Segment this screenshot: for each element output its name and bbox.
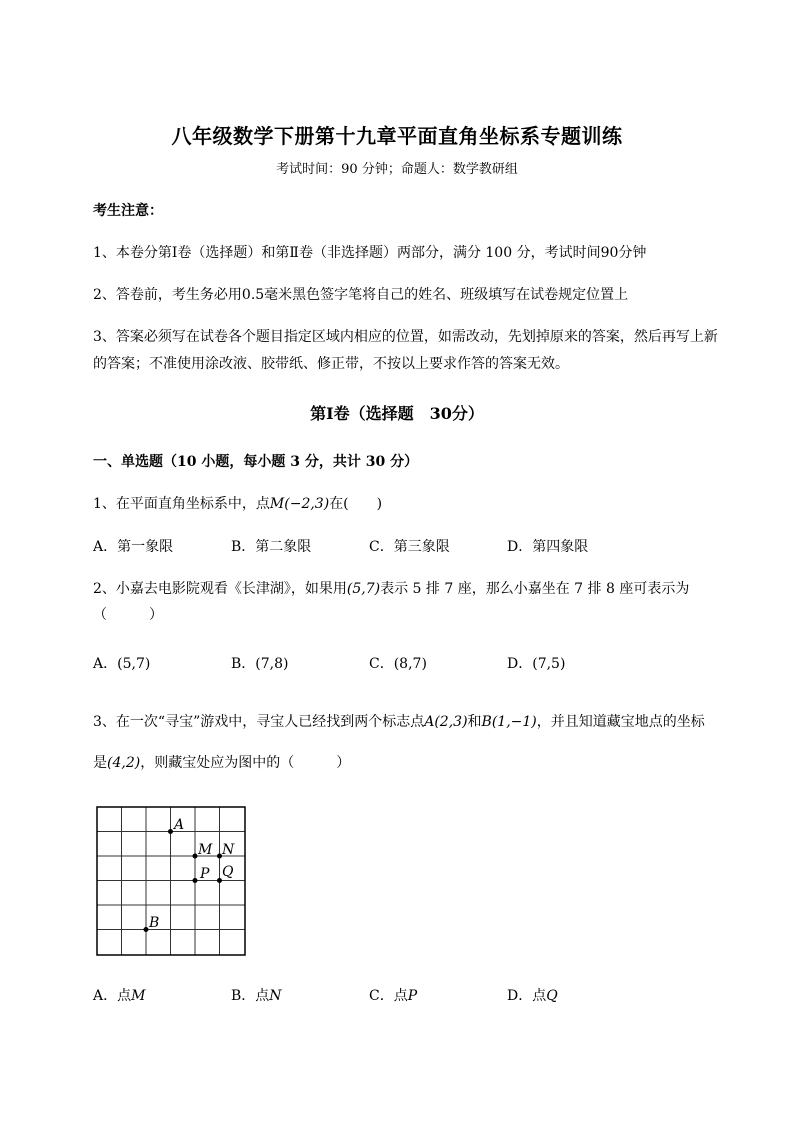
q3-option-b-label: B．点 — [231, 988, 270, 1004]
q3-text-c: 和 — [467, 714, 482, 730]
q2-option-d[interactable] — [507, 653, 565, 673]
label-b: B — [149, 915, 160, 931]
q3-option-c[interactable] — [369, 985, 417, 1005]
point-a-dot — [168, 829, 173, 834]
q2-option-d-value: (7,5) — [532, 656, 566, 672]
q3-option-b-value: N — [269, 988, 282, 1004]
label-m: M — [198, 842, 213, 858]
q2-option-b-value: (7,8) — [255, 656, 289, 672]
q2-option-b[interactable] — [231, 653, 289, 673]
point-b-dot — [144, 927, 149, 932]
notice-item-3: 3、答案必须写在试卷各个题目指定区域内相应的位置，如需改动，先划掉原来的答案，然后再写上新 — [93, 329, 718, 345]
q1-text-pre: 1、在平面直角坐标系中，点 — [93, 496, 270, 512]
question-3-stem — [93, 711, 705, 731]
q3-option-c-label: C．点 — [369, 988, 408, 1004]
part-heading: 一、单选题（10 小题，每小题 3 分，共计 30 分） — [93, 454, 419, 470]
q3-treasure-coord: (4,2) — [107, 755, 141, 771]
label-q: Q — [222, 864, 234, 880]
q2-option-c-label: C． — [369, 656, 394, 672]
q3-option-a-value: M — [131, 988, 146, 1004]
q2-option-b-label: B． — [231, 656, 256, 672]
q1-option-c[interactable]: C．第三象限 — [369, 539, 450, 555]
q1-option-d[interactable]: D．第四象限 — [507, 539, 589, 555]
question-2-stem — [93, 578, 689, 598]
q2-text-post: 表示 5 排 7 座，那么小嘉坐在 7 排 8 座可表示为 — [380, 581, 690, 597]
q1-option-b[interactable]: B．第二象限 — [231, 539, 312, 555]
q3-option-c-value: P — [407, 988, 418, 1004]
q3-option-d-value: Q — [546, 988, 558, 1004]
q3-option-d[interactable] — [507, 985, 558, 1005]
label-a: A — [174, 817, 185, 833]
notice-item-3-cont: 的答案；不准使用涂改液、胶带纸、修正带，不按以上要求作答的答案无效。 — [93, 356, 569, 372]
q2-coord: (5,7) — [346, 581, 381, 597]
notice-heading: 考生注意： — [93, 203, 163, 219]
q3-point-a: A(2,3) — [424, 714, 468, 730]
section-title: 第Ⅰ卷（选择题 30分） — [310, 404, 484, 423]
q3-text-a: 3、在一次“寻宝”游戏中，寻宝人已经找到两个标志点 — [93, 714, 425, 730]
q2-option-a[interactable] — [93, 653, 150, 673]
q3-option-b[interactable] — [231, 985, 282, 1005]
point-m-dot — [193, 854, 198, 859]
question-3-stem-line2 — [93, 752, 350, 772]
q1-option-a[interactable]: A．第一象限 — [93, 539, 174, 555]
grid-figure — [96, 806, 246, 956]
q2-option-c-value: (8,7) — [393, 656, 427, 672]
notice-item-1: 1、本卷分第Ⅰ卷（选择题）和第Ⅱ卷（非选择题）两部分，满分 100 分，考试时间90分钟 — [93, 245, 647, 261]
q3-text-line2-c: ，则藏宝处应为图中的（ ） — [140, 755, 351, 771]
point-p-dot — [193, 878, 198, 883]
q2-option-d-label: D． — [507, 656, 533, 672]
question-1-stem — [93, 493, 382, 513]
q2-option-c[interactable] — [369, 653, 427, 673]
label-p: P — [200, 866, 210, 882]
q1-point: M(−2,3) — [269, 496, 330, 512]
q3-text-line2-a: 是 — [93, 755, 107, 771]
q3-option-a-label: A．点 — [93, 988, 132, 1004]
q3-text-e: ，并且知道藏宝地点的坐标 — [536, 714, 705, 730]
q3-point-b: B(1,−1) — [481, 714, 537, 730]
label-n: N — [222, 842, 235, 858]
question-2-stem-line2: （ ） — [93, 607, 163, 623]
q1-text-post: 在( ) — [329, 496, 383, 512]
q2-text-pre: 2、小嘉去电影院观看《长津湖》，如果用 — [93, 581, 347, 597]
q3-option-a[interactable] — [93, 985, 145, 1005]
notice-item-2: 2、答卷前，考生务必用0.5毫米黑色签字笔将自己的姓名、班级填写在试卷规定位置上 — [93, 287, 629, 303]
q2-option-a-label: A． — [93, 656, 118, 672]
exam-info: 考试时间：90 分钟；命题人：数学教研组 — [276, 162, 518, 177]
q3-option-d-label: D．点 — [507, 988, 547, 1004]
page-title: 八年级数学下册第十九章平面直角坐标系专题训练 — [171, 124, 623, 148]
q2-option-a-value: (5,7) — [117, 656, 151, 672]
